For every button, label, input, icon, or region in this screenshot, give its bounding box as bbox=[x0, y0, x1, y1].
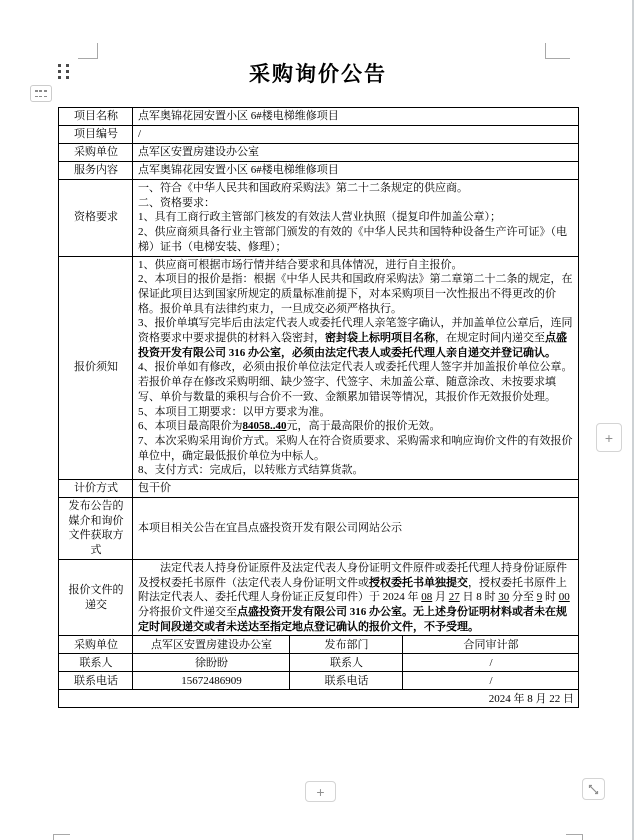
row-value: 点军奥锦花园安置小区 6#楼电梯维修项目 bbox=[133, 108, 579, 126]
contact-value: / bbox=[403, 654, 579, 672]
page-title: 采购询价公告 bbox=[249, 62, 387, 86]
announcement-date: 2024 年 8 月 22 日 bbox=[59, 690, 579, 708]
table-row-submission bbox=[59, 559, 579, 636]
row-label: 资格要求 bbox=[59, 180, 133, 257]
table-row-contact bbox=[59, 636, 579, 654]
text-boundary-corner-top-right bbox=[545, 43, 570, 59]
row-label: 计价方式 bbox=[59, 480, 133, 498]
row-label: 报价文件的递交 bbox=[59, 559, 133, 636]
row-value: / bbox=[133, 126, 579, 144]
row-label: 项目编号 bbox=[59, 126, 133, 144]
add-column-button[interactable]: + bbox=[596, 423, 622, 452]
table-row-date bbox=[59, 690, 579, 708]
row-value: 包干价 bbox=[133, 480, 579, 498]
table-row bbox=[59, 480, 579, 498]
contact-label: 采购单位 bbox=[59, 636, 133, 654]
row-label: 发布公告的媒介和询价文件获取方式 bbox=[59, 498, 133, 560]
row-label: 采购单位 bbox=[59, 144, 133, 162]
contact-label: 联系电话 bbox=[59, 672, 133, 690]
contact-value: 15672486909 bbox=[133, 672, 290, 690]
contact-value: 点军区安置房建设办公室 bbox=[133, 636, 290, 654]
contact-label: 联系电话 bbox=[290, 672, 403, 690]
notice-content: 1、供应商可根据市场行情并结合要求和具体情况，进行自主报价。 2、本项目的报价是指：根据《中华人民共和国政府采购法》第二章第二十二条的规定，在保证此项目达到国家所规定的质量标准前提下，对本采购项目一次性报出不得更改的价格。报价单具有法律约束力，一旦成交必须严格执行。 3、报价单填写完毕后由法定代表人或委托代理人亲笔签字确认，并加盖单位公章后，连同资格要求中要求提供的材料入袋密封，密封袋上标明项目名称，在规定时间内递交至点盛投资开发有限公司 316 办公室，必须由法定代表人或委托代理人亲自递交并登记确认。 4、报价单如有修改，必须由报价单位法定代表人或委托代理人签字并加盖报价单位公章。若报价单存在修改采购明细、缺少签字、代签字、未加盖公章、随意涂改、未按要求填写、单价与数量的乘积与合价不一致、金额累加错误等情况，其报价作无效报价处理。 5、本项目工期要求：以甲方要求为准。 6、本项目最高限价为84058..40元，高于最高限价的报价无效。 7、本次采购采用询价方式。采购人在符合资质要求、采购需求和响应询价文件的有效报价单位中，确定最低报价单位为中标人。 8、支付方式：完成后，以转账方式结算货款。 bbox=[133, 256, 579, 480]
contact-value: / bbox=[403, 672, 579, 690]
add-row-button[interactable]: + bbox=[305, 781, 336, 802]
contact-value: 合同审计部 bbox=[403, 636, 579, 654]
row-value: 本项目相关公告在宜昌点盛投资开发有限公司网站公示 bbox=[133, 498, 579, 560]
table-row-contact bbox=[59, 654, 579, 672]
contact-label: 联系人 bbox=[290, 654, 403, 672]
text-boundary-corner-bottom-right bbox=[566, 834, 583, 840]
resize-table-button[interactable] bbox=[582, 778, 605, 800]
contact-value: 徐盼盼 bbox=[133, 654, 290, 672]
table-row bbox=[59, 126, 579, 144]
contact-label: 发布部门 bbox=[290, 636, 403, 654]
table-row bbox=[59, 144, 579, 162]
row-value: 点军区安置房建设办公室 bbox=[133, 144, 579, 162]
row-value: 点军奥锦花园安置小区 6#楼电梯维修项目 bbox=[133, 162, 579, 180]
contact-label: 联系人 bbox=[59, 654, 133, 672]
table-row-contact bbox=[59, 672, 579, 690]
table-row-notice bbox=[59, 256, 579, 480]
announcement-table bbox=[58, 107, 579, 708]
submission-content: 法定代表人持身份证原件及法定代表人身份证明文件原件或委托代理人持身份证原件及授权委托书原件（法定代表人身份证明文件或授权委托书单独提交，授权委托书原件上附法定代表人、委托代理人身份证正反复印件）于 2024 年 08 月 27 日 8 时 30 分至 9 时 00 分将报价文件递交至点盛投资开发有限公司 316 办公室。无上述身份证明材料或者未在规定时间段递交或者未送达至指定地点登记确认的报价文件，不予受理。 bbox=[133, 559, 579, 636]
text-boundary-corner-bottom-left bbox=[53, 834, 70, 840]
page-edge-line bbox=[632, 0, 634, 840]
table-row bbox=[59, 162, 579, 180]
table-row bbox=[59, 108, 579, 126]
table-row-media bbox=[59, 498, 579, 560]
resize-diagonal-icon bbox=[588, 784, 599, 795]
row-label: 报价须知 bbox=[59, 256, 133, 480]
text-boundary-corner-top-left bbox=[78, 43, 98, 59]
row-label: 项目名称 bbox=[59, 108, 133, 126]
qualification-content: 一、符合《中华人民共和国政府采购法》第二十二条规定的供应商。 二、资格要求： 1、具有工商行政主管部门核发的有效法人营业执照（提复印件加盖公章）； 2、供应商须具备行业主管部门颁发的有效的《中华人民共和国特种设备生产许可证》（电梯）证书（电梯安装、修理）； bbox=[133, 180, 579, 257]
table-row-qualification bbox=[59, 180, 579, 257]
row-label: 服务内容 bbox=[59, 162, 133, 180]
